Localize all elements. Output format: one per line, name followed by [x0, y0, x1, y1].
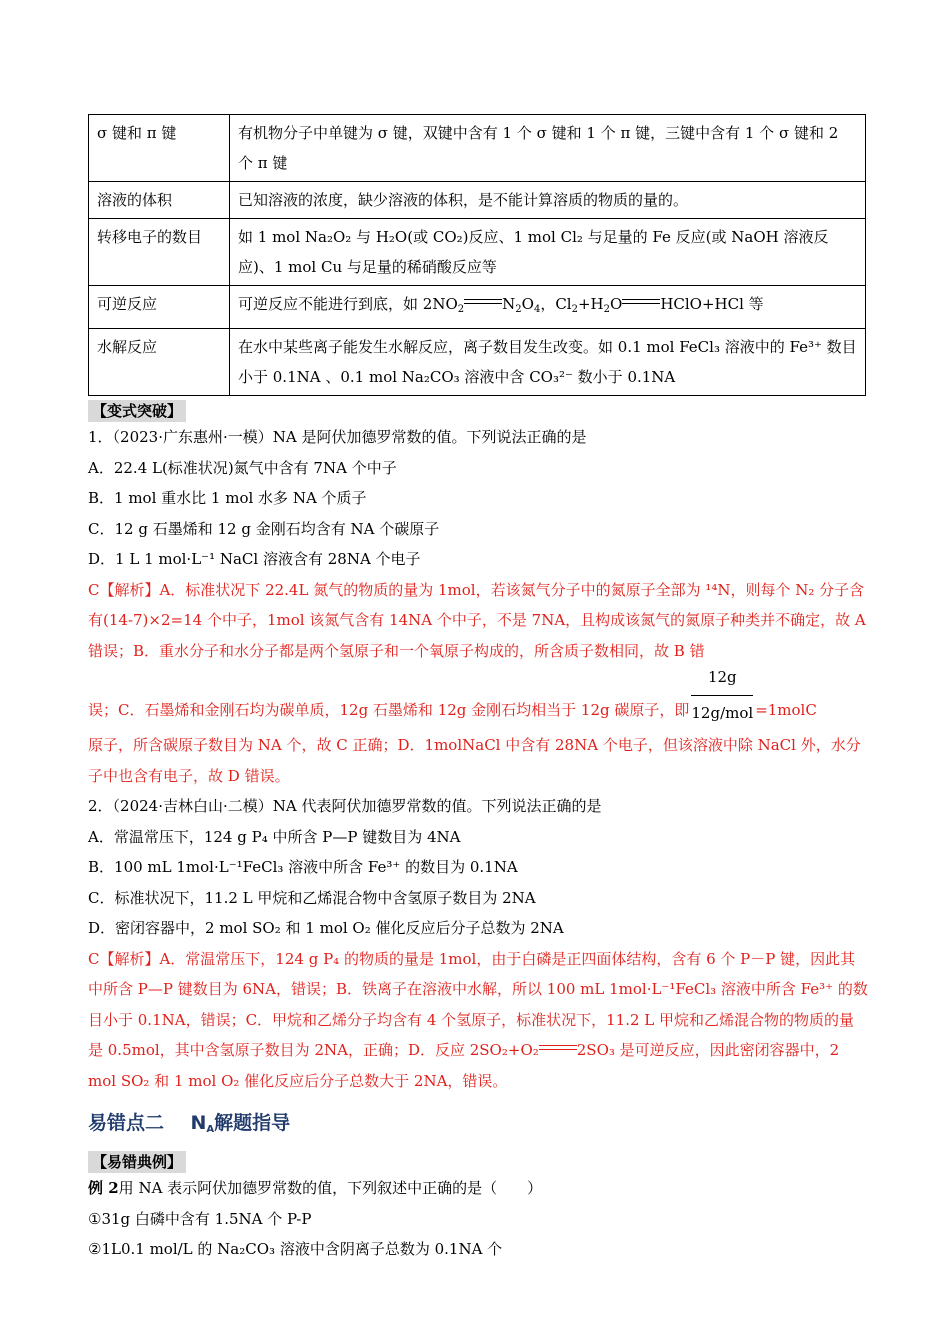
q2-option-d: D．密闭容器中，2 mol SO₂ 和 1 mol O₂ 催化反应后分子总数为 2NA	[88, 919, 564, 937]
row-key: 溶液的体积	[89, 182, 230, 219]
q2-analysis: C【解析】A．常温常压下，124 g P₄ 的物质的量是 1mol，由于白磷是正四面体结构，含有 6 个 P－P 键，因此其中所含 P—P 键数目为 6NA，错误；B．铁离子在溶液中水解，所以 100 mL 1mol·L⁻¹FeCl₃ 溶液中所含 Fe³⁺ 的数目小于 0.1NA，错误；C．甲烷和乙烯分子均含有 4 个氢原子，标准状况下，11.2 L 甲烷和乙烯混合物的物质的量是 0.5mol，其中含氢原子数目为 2NA，正确；D．反应 2SO₂+O₂ 2SO₃ 是可逆反应，因此密闭容器中，2 mol SO₂ 和 1 mol O₂ 催化反应后分子总数大于 2NA，错误。	[88, 949, 868, 1090]
table-row	[89, 286, 866, 329]
typical-tag: 【易错典例】	[88, 1151, 186, 1173]
equilibrium-arrow-icon	[539, 1043, 577, 1053]
row-key: 转移电子的数目	[89, 219, 230, 286]
q2-stem: 2．（2024·吉林白山·二模）NA 代表阿伏加德罗常数的值。下列说法正确的是	[88, 797, 602, 815]
q1-option-a: A．22.4 L(标准状况)氮气中含有 7NA 个中子	[88, 458, 397, 477]
equilibrium-arrow-icon	[464, 297, 502, 307]
row-value: 已知溶液的浓度，缺少溶液的体积，是不能计算溶质的物质的量的。	[230, 182, 866, 219]
table-row	[89, 219, 866, 286]
q2-option-c: C．标准状况下，11.2 L 甲烷和乙烯混合物中含氢原子数目为 2NA	[88, 888, 536, 907]
q1-stem: 1．（2023·广东惠州·一模）NA 是阿伏加德罗常数的值。下列说法正确的是	[88, 428, 587, 446]
example-item-2: ②1L0.1 mol/L 的 Na₂CO₃ 溶液中含阴离子总数为 0.1NA 个	[88, 1240, 503, 1258]
q2-option-a: A．常温常压下，124 g P₄ 中所含 P—P 键数目为 4NA	[88, 827, 461, 846]
table-row	[89, 329, 866, 396]
q1-option-d: D．1 L 1 mol·L⁻¹ NaCl 溶液含有 28NA 个电子	[88, 550, 421, 568]
table-row	[89, 182, 866, 219]
example-item-1: ①31g 白磷中含有 1.5NA 个 P-P	[88, 1209, 312, 1228]
row-value: 有机物分子中单键为 σ 键，双键中含有 1 个 σ 键和 1 个 π 键，三键中含有 1 个 σ 键和 2 个 π 键	[230, 115, 866, 182]
q1-analysis: C【解析】A．标准状况下 22.4L 氮气的物质的量为 1mol，若该氮气分子中的氮原子全部为 ¹⁴N，则每个 N₂ 分子含有(14-7)×2=14 个中子，1mol 该氮气含有 14NA 个中子，不是 7NA，且构成该氮气的氮原子种类并不确定，故 A 错误；B．重水分子和水分子都是两个氢原子和一个氧原子构成的，所含质子数相同，故 B 错 误；C．石墨烯和金刚石均为碳单质，12g 石墨烯和 12g 金刚石均相当于 12g 碳原子，即 $\frac{12g}{\text{12g/mol}}$ =1molC 原子，所含碳原子数目为 NA 个，故 C 正确；D．1molNaCl 中含有 28NA 个电子，但该溶液中除 NaCl 外，水分子中也含有电子，故 D 错误。	[88, 580, 866, 785]
variant-tag: 【变式突破】	[88, 400, 186, 422]
q1-option-b: B．1 mol 重水比 1 mol 水多 NA 个质子	[88, 489, 367, 507]
page	[88, 114, 868, 1265]
row-value: 如 1 mol Na₂O₂ 与 H₂O(或 CO₂)反应、1 mol Cl₂ 与足量的 Fe 反应(或 NaOH 溶液反应)、1 mol Cu 与足量的稀硝酸反应等	[230, 219, 866, 286]
row-key: σ 键和 π 键	[89, 115, 230, 182]
table-row	[89, 115, 866, 182]
row-key: 可逆反应	[89, 286, 230, 329]
example-stem: 例 2用 NA 表示阿伏加德罗常数的值，下列叙述中正确的是（ ）	[88, 1179, 543, 1197]
traps-table	[88, 114, 866, 396]
row-key: 水解反应	[89, 329, 230, 396]
equilibrium-arrow-icon	[622, 297, 660, 307]
q1-option-c: C．12 g 石墨烯和 12 g 金刚石均含有 NA 个碳原子	[88, 519, 440, 538]
q2-option-b: B．100 mL 1mol·L⁻¹FeCl₃ 溶液中所含 Fe³⁺ 的数目为 0.1NA	[88, 858, 518, 876]
section-heading: 易错点二 $N_A$解题指导	[88, 1112, 291, 1135]
row-value: 可逆反应不能进行到底，如 $2NO_2$ $N_2O_4$，$Cl_2+H_2O$ HClO+HCl 等	[230, 286, 866, 329]
row-value: 在水中某些离子能发生水解反应，离子数目发生改变。如 0.1 mol FeCl₃ 溶液中的 Fe³⁺ 数目小于 0.1NA 、0.1 mol Na₂CO₃ 溶液中含 CO₃²⁻ 数小于 0.1NA	[230, 329, 866, 396]
fraction: $\frac{12g}{\text{12g/mol}}$	[691, 662, 753, 728]
